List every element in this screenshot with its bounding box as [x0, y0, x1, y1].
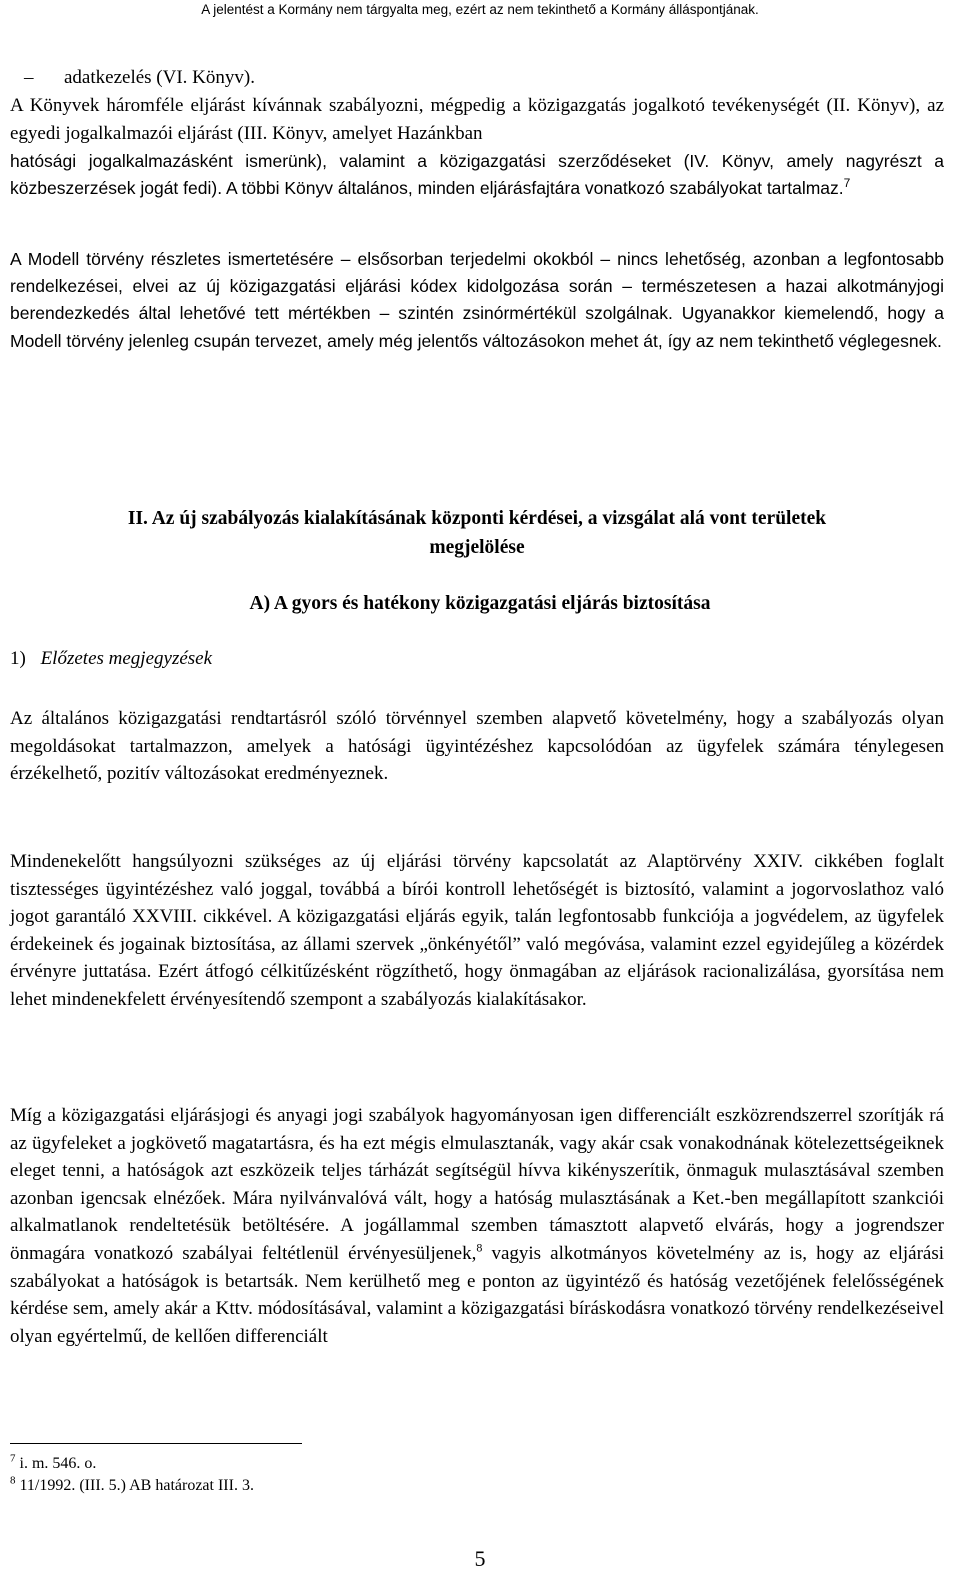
- list-dash: –: [24, 67, 34, 88]
- list-item: [10, 64, 944, 92]
- numbered-heading-title: Előzetes megjegyzések: [40, 648, 213, 669]
- section-heading: [10, 504, 944, 562]
- paragraph-3: [10, 1102, 944, 1350]
- intro-paragraph-text: hatósági jogalkalmazásként ismerünk), valamint a közigazgatási szerződéseket (IV. Könyv, amely nagyrészt a közbeszerzések jogát fedi). A többi Könyv általános, minden eljárásfajtára vonatkozó szabályokat tartalmaz.: [10, 151, 944, 199]
- numbered-heading: [10, 645, 212, 672]
- footnote-ref-7[interactable]: 7: [843, 176, 851, 191]
- page-number: 5: [474, 1546, 486, 1571]
- section-heading-line2: megjelölése: [429, 537, 525, 558]
- numbered-heading-number: 1): [10, 648, 26, 669]
- section-heading-line1: II. Az új szabályozás kialakításának központi kérdései, a vizsgálat alá vont területek: [127, 508, 827, 529]
- footnote-number: 7: [10, 1452, 16, 1465]
- subsection-heading: A) A gyors és hatékony közigazgatási eljárás biztosítása: [249, 593, 711, 614]
- footnote-ref-8[interactable]: 8: [476, 1240, 483, 1255]
- footnote-number: 8: [10, 1474, 16, 1487]
- paragraph-modell: A Modell törvény részletes ismertetésére – elsősorban terjedelmi okokból – nincs lehetőség, azonban a legfontosabb rendelkezései, elvei az új közigazgatási eljárási kódex kidolgozása során – természetesen a hazai alkotmányjogi berendezkedés által lehetővé tett mértékben – szintén zsinórmértékül szolgálnak. Ugyanakkor kiemelendő, hogy a Modell törvény jelenleg csupán tervezet, amely még jelentős változásokon mehet át, így az nem tekinthető véglegesnek.: [10, 249, 944, 351]
- footnote-7: [10, 1454, 96, 1474]
- paragraph-3-part2: vagyis alkotmányos követelmény az is, hogy az eljárási szabályokat a hatóságok is betartsák. Nem kerülhető meg e ponton az ügyintéző és hatóság vezetőjének felelősségének kérdése sem, amely akár a Kttv. módosításával, valamint a közigazgatási bíráskodásra vonatkozó törvény rendelkezéseivel olyan egyértelmű, de kellően differenciált: [10, 1242, 945, 1347]
- list-item-text: adatkezelés (VI. Könyv).: [64, 67, 255, 88]
- paragraph-3-part1: Míg a közigazgatási eljárásjogi és anyagi jogi szabályok hagyományosan igen differenciált eszközrendszerrel szorítják rá az ügyfeleket a jogkövető magatartásra, és ha ezt mégis elmulasztanák, vagy akár csak vonakodnának kötelezettségeiknek eleget tenni, a hatóságok azt eszközeik teljes tárházát segítségül hívva kikényszerítik, önmaguk mulasztásával szemben azonban igencsak elnézőek. Mára nyilvánvalóvá vált, hogy a hatóság mulasztásának a Ket.-ben megállapított szankciói alkalmatlanok rendeltetésük betöltésére. A jogállammal szemben támasztott alapvető elvárás, hogy a jogrendszer önmagára vonatkozó szabályai feltétlenül érvényesüljenek,: [10, 1105, 944, 1264]
- footnote-8: [10, 1476, 254, 1496]
- intro-paragraph-sans: [10, 148, 944, 202]
- footnote-separator: [10, 1443, 302, 1444]
- footnote-text: 11/1992. (III. 5.) AB határozat III. 3.: [19, 1477, 254, 1494]
- footnote-text: i. m. 546. o.: [19, 1455, 97, 1472]
- page-header: A jelentést a Kormány nem tárgyalta meg, ezért az nem tekinthető a Kormány álláspontjának.: [201, 2, 759, 17]
- paragraph-2: Mindenekelőtt hangsúlyozni szükséges az új eljárási törvény kapcsolatát az Alaptörvény XXIV. cikkében foglalt tisztességes ügyintézéshez való joggal, továbbá a bírói kontroll lehetőségét is biztosító, valamint a jogorvoslathoz való jogot garantáló XXVIII. cikkével. A közigazgatási eljárás egyik, talán legfontosabb funkciója a jogvédelem, az ügyfelek érdekeinek és jogainak biztosítása, az állami szervek „önkényétől” való megóvása, valamint ezzel egyidejűleg a közérdek érvényre juttatása. Ezért átfogó célkitűzésként rögzíthető, hogy önmagában az eljárások racionalizálása, gyorsítása nem lehet mindenekfelett érvényesítendő szempont a szabályozás kialakításakor.: [10, 851, 944, 1010]
- intro-paragraph-serif: A Könyvek háromféle eljárást kívánnak szabályozni, mégpedig a közigazgatás jogalkotó tevékenységét (II. Könyv), az egyedi jogalkalmazói eljárást (III. Könyv, amelyet Hazánkban: [10, 95, 944, 144]
- paragraph-1: Az általános közigazgatási rendtartásról szóló törvénnyel szemben alapvető követelmény, hogy a szabályozás olyan megoldásokat tartalmazzon, amelyek a hatósági ügyintézéshez kapcsolódóan az ügyfelek számára ténylegesen érzékelhető, pozitív változásokat eredményeznek.: [10, 708, 944, 785]
